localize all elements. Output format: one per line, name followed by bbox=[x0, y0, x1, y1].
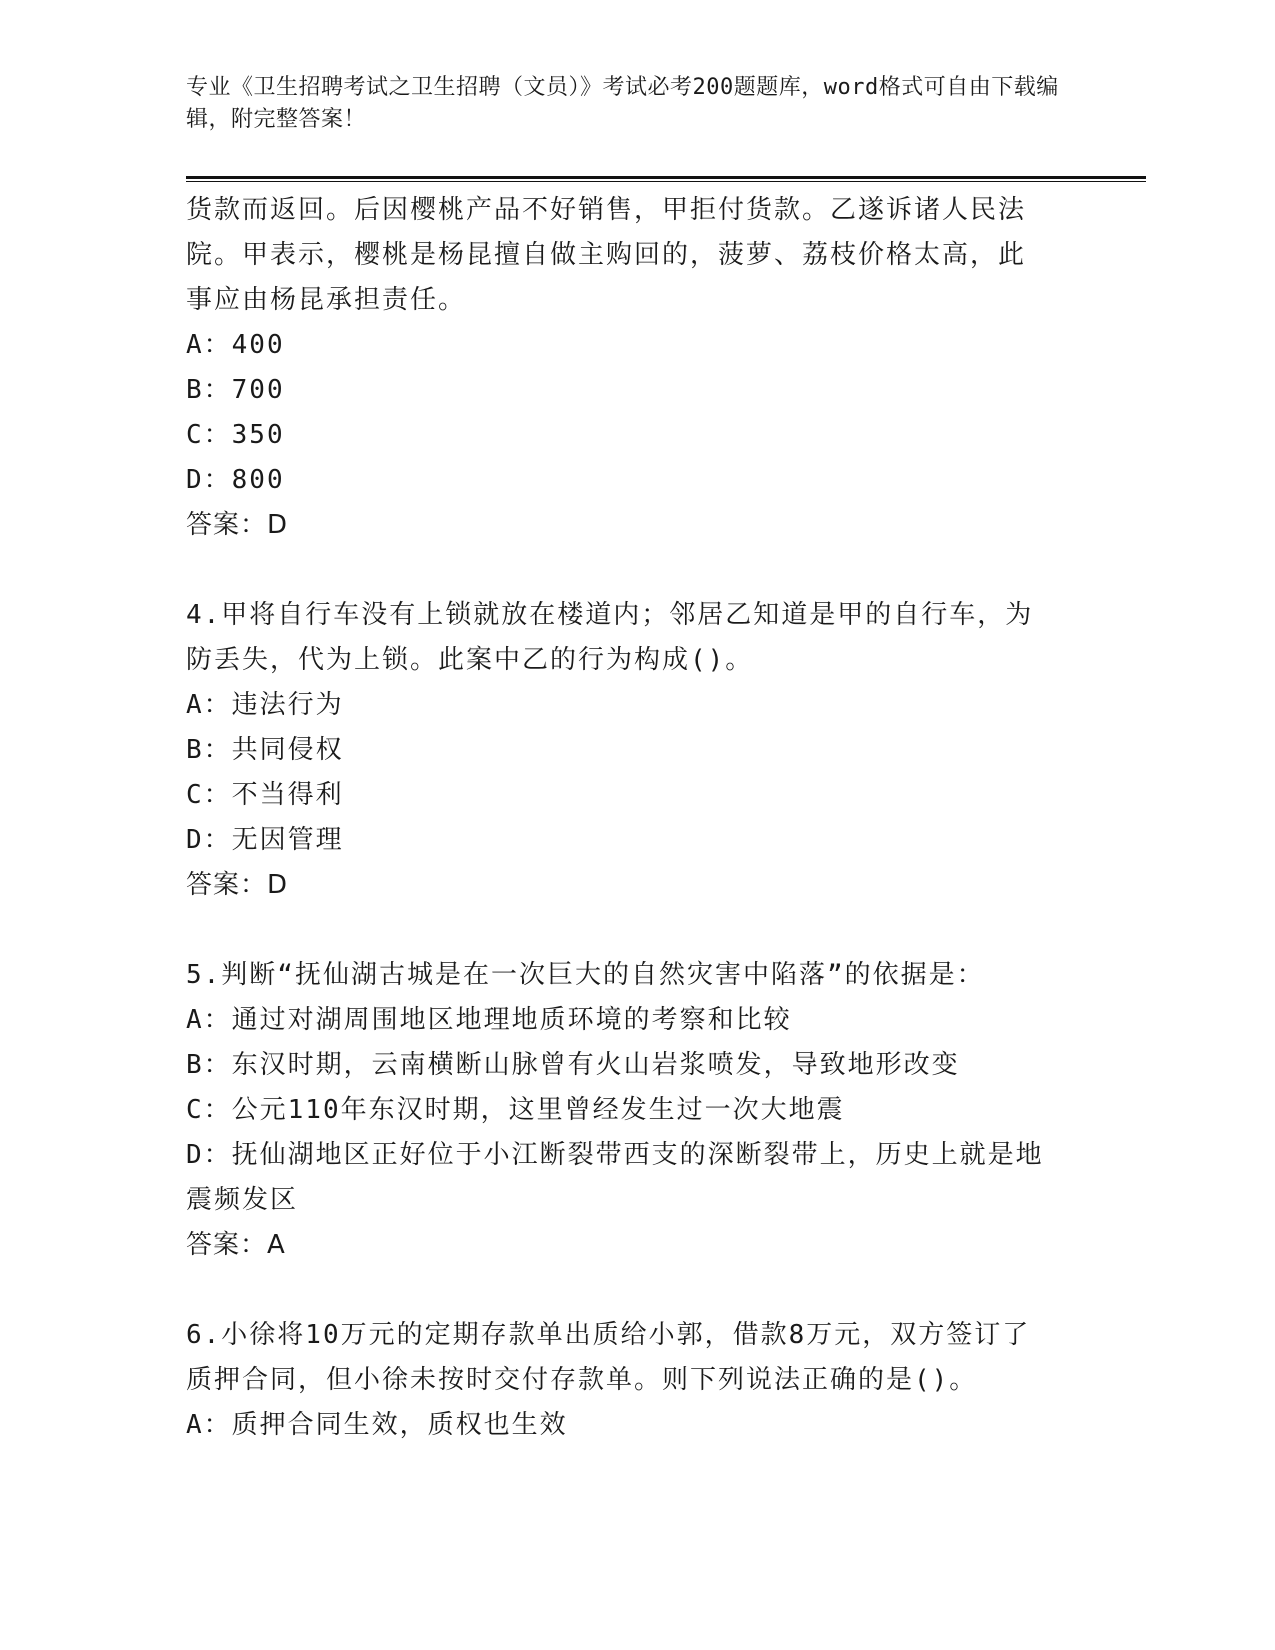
option-a: A：质押合同生效，质权也生效 bbox=[186, 1410, 568, 1440]
spacer bbox=[186, 908, 1086, 953]
option-a: A：违法行为 bbox=[186, 690, 344, 720]
answer: 答案：D bbox=[186, 870, 289, 900]
option-d: D：抚仙湖地区正好位于小江断裂带西支的深断裂带上，历史上就是地 bbox=[186, 1140, 1044, 1170]
question-5 bbox=[186, 953, 1086, 1268]
option-d: D：800 bbox=[186, 465, 285, 495]
question-stem-line: 5.判断“抚仙湖古城是在一次巨大的自然灾害中陷落”的依据是： bbox=[186, 960, 985, 990]
question-3-continued bbox=[186, 188, 1086, 548]
header-rule-thick bbox=[186, 176, 1146, 179]
answer: 答案：D bbox=[186, 510, 289, 540]
option-d: D：无因管理 bbox=[186, 825, 344, 855]
option-a: A：通过对湖周围地区地理地质环境的考察和比较 bbox=[186, 1005, 792, 1035]
question-stem-line: 院。甲表示，樱桃是杨昆擅自做主购回的，菠萝、荔枝价格太高，此 bbox=[186, 240, 1027, 270]
question-6 bbox=[186, 1313, 1086, 1448]
spacer bbox=[186, 548, 1086, 593]
question-4 bbox=[186, 593, 1086, 908]
option-b: B：东汉时期，云南横断山脉曾有火山岩浆喷发，导致地形改变 bbox=[186, 1050, 960, 1080]
question-stem-line: 事应由杨昆承担责任。 bbox=[186, 285, 467, 315]
spacer bbox=[186, 1268, 1086, 1313]
question-stem-line: 防丢失，代为上锁。此案中乙的行为构成()。 bbox=[186, 645, 754, 675]
option-a: A：400 bbox=[186, 330, 285, 360]
question-stem-line: 4.甲将自行车没有上锁就放在楼道内；邻居乙知道是甲的自行车，为 bbox=[186, 600, 1034, 630]
option-c: C：不当得利 bbox=[186, 780, 344, 810]
document-header bbox=[186, 72, 1066, 136]
document-title: 专业《卫生招聘考试之卫生招聘（文员）》考试必考200题题库，word格式可自由下载编辑，附完整答案！ bbox=[186, 75, 1059, 132]
header-rule-thin bbox=[186, 181, 1146, 182]
option-b: B：700 bbox=[186, 375, 285, 405]
question-list bbox=[186, 188, 1086, 1448]
question-stem-line: 6.小徐将10万元的定期存款单出质给小郭，借款8万元，双方签订了 bbox=[186, 1320, 1031, 1350]
answer: 答案：A bbox=[186, 1230, 286, 1260]
option-c: C：公元110年东汉时期，这里曾经发生过一次大地震 bbox=[186, 1095, 845, 1125]
option-b: B：共同侵权 bbox=[186, 735, 344, 765]
question-stem-line: 质押合同，但小徐未按时交付存款单。则下列说法正确的是()。 bbox=[186, 1365, 978, 1395]
question-stem-line: 货款而返回。后因樱桃产品不好销售，甲拒付货款。乙遂诉诸人民法 bbox=[186, 195, 1027, 225]
option-c: C：350 bbox=[186, 420, 285, 450]
option-d-continued: 震频发区 bbox=[186, 1185, 299, 1215]
